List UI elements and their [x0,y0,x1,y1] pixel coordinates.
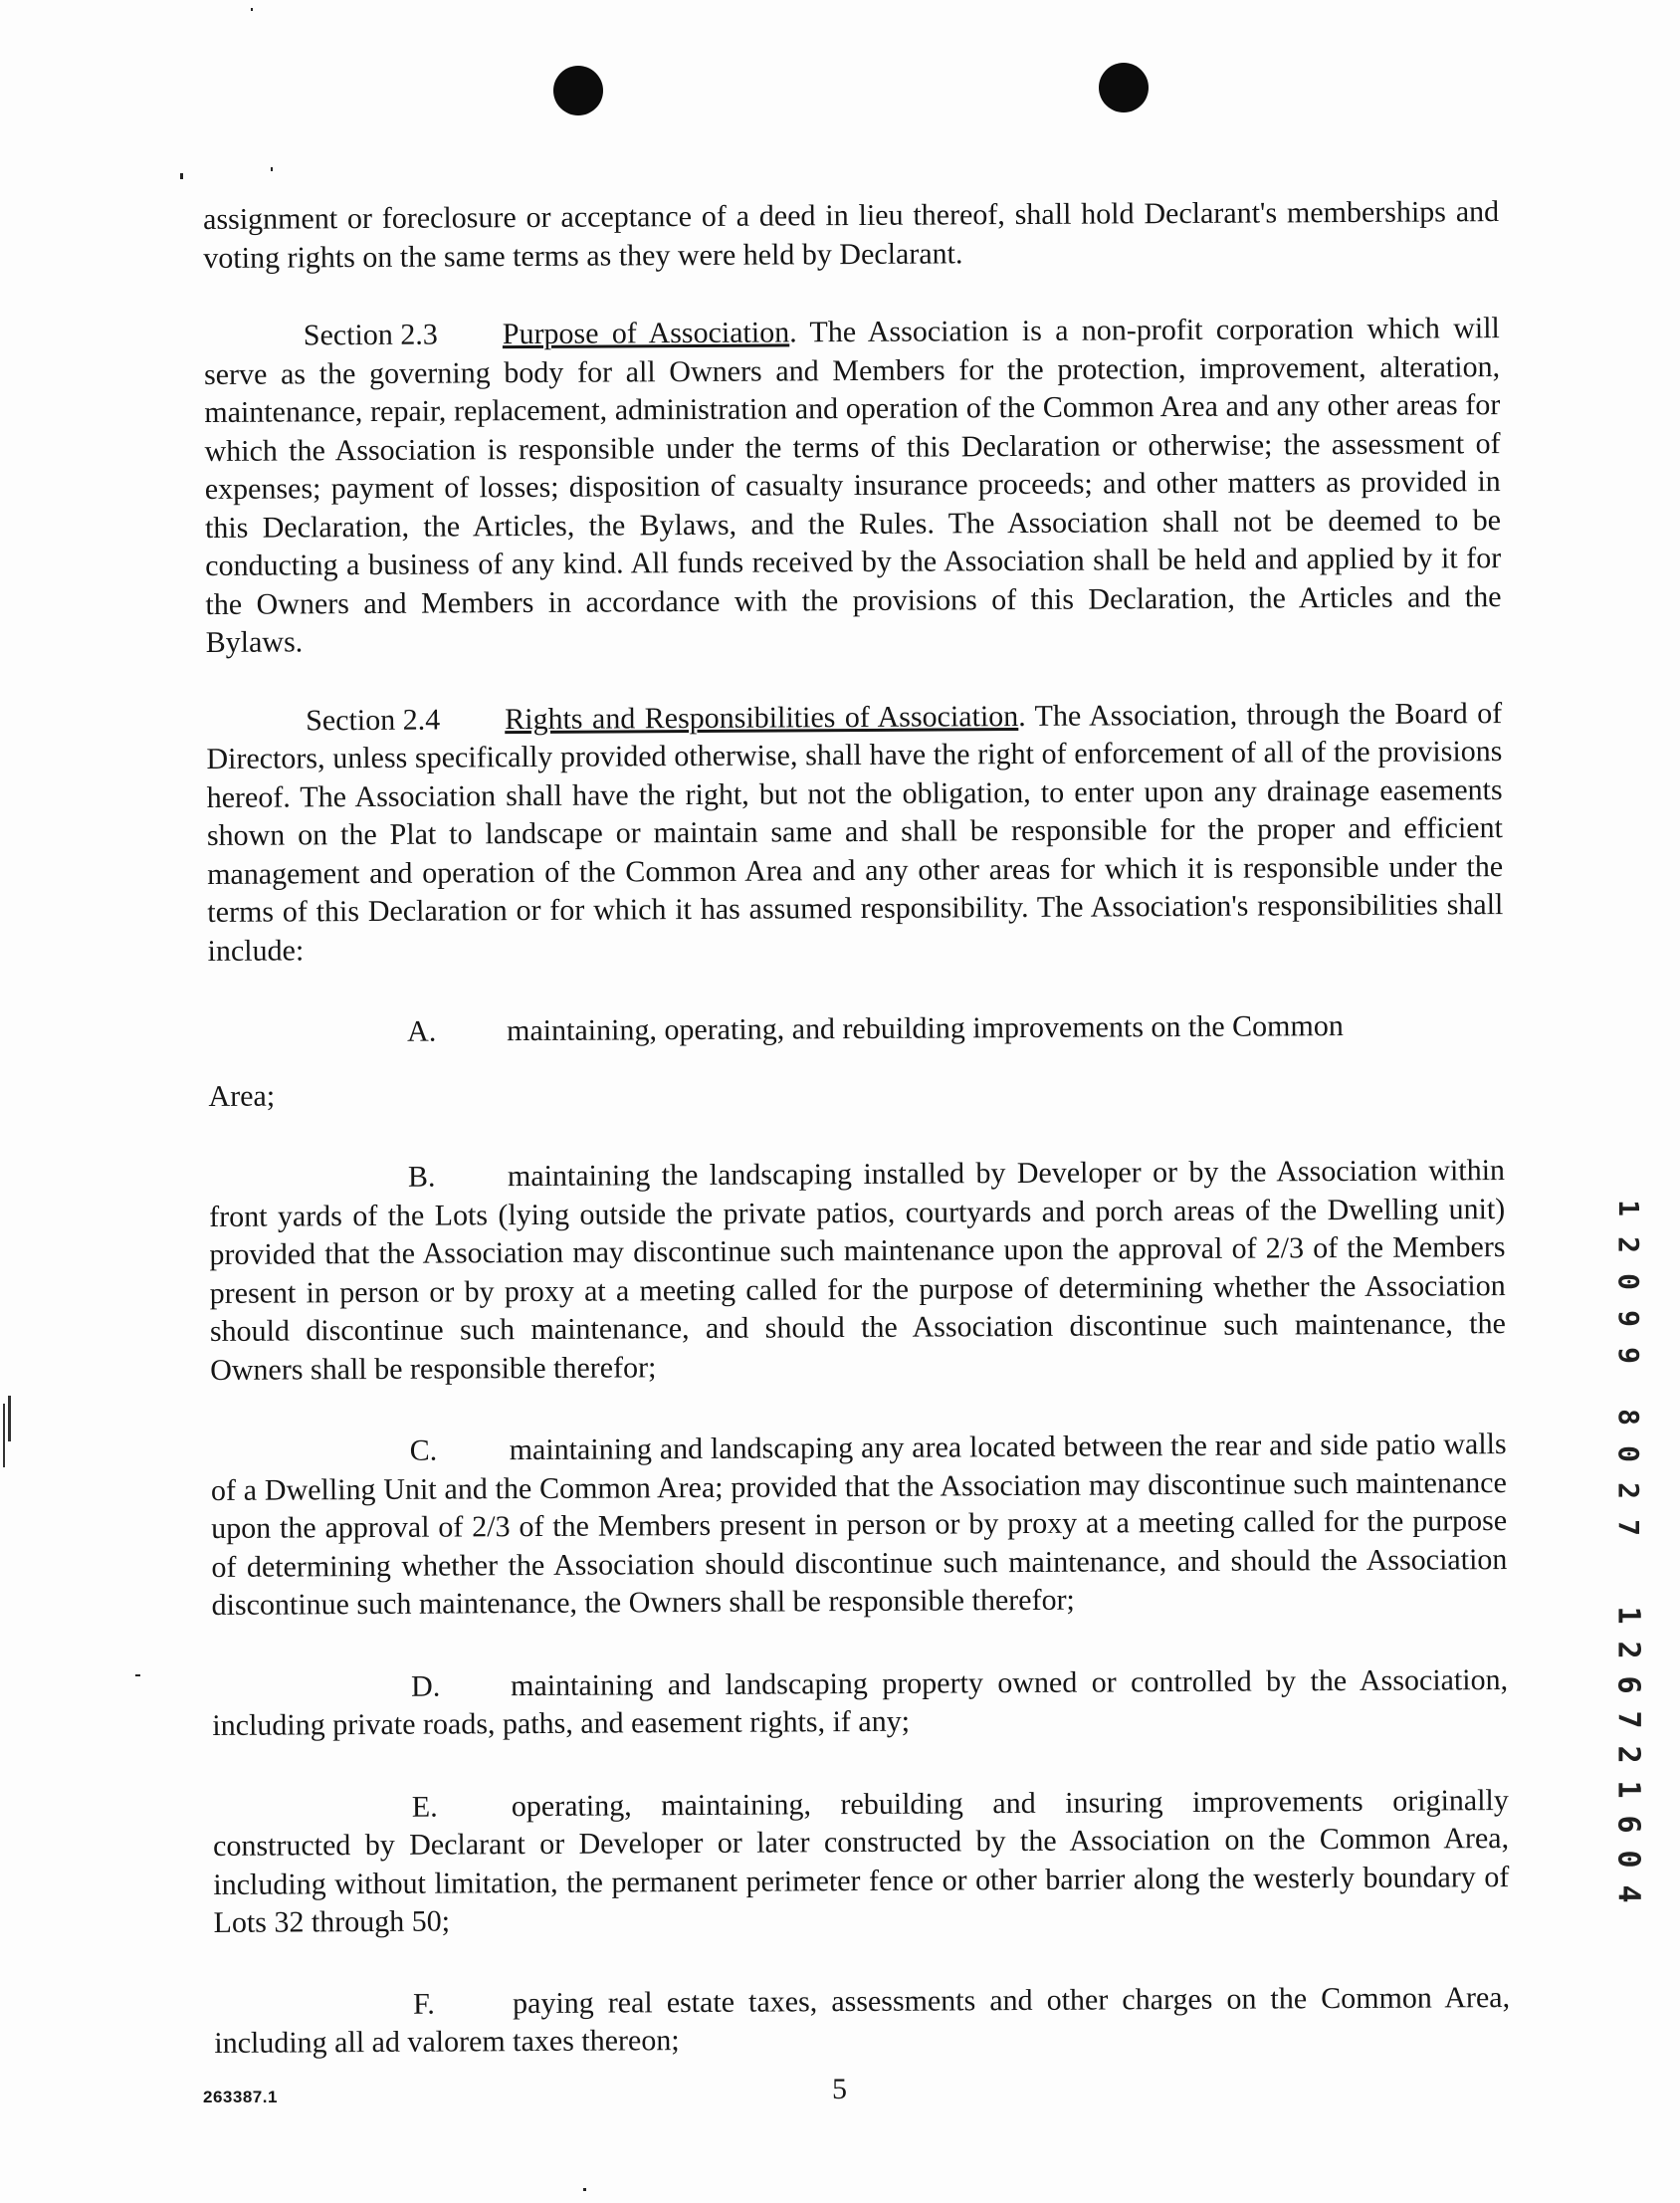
document-id: 263387.1 [203,2088,278,2106]
margin-digit: 9 [1611,1310,1645,1327]
margin-digit: 0 [1611,1273,1645,1290]
list-item-letter: D. [411,1669,441,1703]
list-item-text: maintaining, operating, and rebuilding improvements on the Common [506,1009,1344,1048]
scan-speck [251,8,253,11]
margin-mark-left [3,1404,5,1467]
list-item-text: maintaining and landscaping any area located between the rear and side patio walls of a Dwelling Unit and the Common Area; provided that the Association may discontinue such maintenance upon the approval of 2/3 of the Members present in person or by proxy at a meeting called for the purpose of determining whether the Association should discontinue such maintenance, and should the Association discontinue such maintenance, the Owners shall be responsible therefor; [210,1428,1508,1622]
margin-digit: 7 [1611,1519,1645,1536]
list-item-text: operating, maintaining, rebuilding and insuring improvements originally constructed by Declarant or Developer or later constructed by the Association on the Common Area, including without limitation, the permanent perimeter fence or other barrier along the westerly boundary of Lots 32 through 50; [212,1783,1510,1939]
list-item-letter: F. [412,1987,435,2021]
margin-digit: 1 [1611,1200,1645,1216]
document-body [203,193,1510,2063]
section-body: . The Association, through the Board of Directors, unless specifically provided otherwise, shall have the right of enforcement of all of the provisions hereof. The Association shall have the right, but not the obligation, to enter upon any drainage easements shown on the Plat to landscape or maintain same and shall be responsible for the proper and efficient management and operation of the Common Area and any other areas for which it is responsible under the terms of this Declaration or for which it has assumed responsibility. The Association's responsibilities shall include: [206,696,1504,968]
list-item-letter: A. [406,1014,437,1048]
list-item-letter: C. [409,1433,438,1467]
margin-digit: 1 [1610,1606,1646,1625]
margin-digit: 1 [1610,1780,1646,1799]
list-item-letter: B. [407,1160,436,1194]
margin-digit: 0 [1610,1850,1646,1869]
margin-digit: 0 [1611,1445,1645,1462]
punch-hole-right [1099,63,1149,112]
margin-digit: 9 [1611,1347,1645,1364]
intro-continuation: assignment or foreclosure or acceptance of a deed in lieu thereof, shall hold Declarant's memberships and voting rights on the same terms as they were held by Declarant. [203,195,1500,275]
list-item-text: paying real estate taxes, assessments and other charges on the Common Area, including all ad valorem taxes thereon; [214,1980,1511,2060]
list-item-text: maintaining and landscaping property owned or controlled by the Association, including private roads, paths, and easement rights, if any; [212,1662,1509,1742]
margin-digit: 6 [1610,1815,1646,1834]
margin-digit: 2 [1611,1236,1645,1253]
margin-digit: 2 [1610,1745,1646,1764]
margin-recording-number-1 [1611,1190,1645,1374]
margin-digit: 8 [1611,1409,1645,1426]
margin-digit: 2 [1610,1641,1646,1659]
margin-recording-number-3 [1610,1598,1646,1911]
section-number: Section 2.3 [303,318,438,352]
scan-speck [583,2188,586,2191]
section-body: . The Association is a non-profit corporation which will serve as the governing body for all Owners and Members for the protection, improvement, alteration, maintenance, repair, replacement, administration and operation of the Common Area and any other areas for which the Association is responsible under the terms of this Declaration or otherwise; the assessment of expenses; payment of losses; disposition of casualty insurance proceeds; and other matters as provided in this Declaration, the Articles, the Bylaws, and the Rules. The Association shall not be deemed to be conducting a business of any kind. All funds received by the Association shall be held and applied by it for the Owners and Members in accordance with the provisions of this Declaration, the Articles and the Bylaws. [203,312,1502,659]
margin-mark-left [8,1396,11,1441]
list-item-f [214,1979,1510,2064]
list-item-a [208,1006,1505,1116]
list-item-d [212,1661,1508,1746]
section-2-4 [206,695,1504,971]
list-item-b [209,1152,1506,1390]
scan-speck [135,1674,140,1676]
margin-recording-number-2 [1611,1399,1645,1546]
section-title: Purpose of Association [502,316,790,351]
list-item-letter: E. [411,1790,438,1824]
punch-hole-left [553,66,603,115]
page-number: 5 [832,2073,847,2105]
list-item-tail: Area; [208,1079,276,1113]
margin-digit: 6 [1610,1675,1646,1694]
paragraph-indent [204,344,304,345]
scan-speck [271,167,273,171]
section-title: Rights and Responsibilities of Association [505,699,1019,736]
margin-digit: 7 [1610,1710,1646,1729]
section-2-3 [204,310,1502,662]
margin-digit: 4 [1610,1884,1646,1903]
scan-speck [180,173,183,179]
section-number: Section 2.4 [306,703,441,737]
paragraph-indent [206,730,306,731]
margin-digit: 2 [1611,1482,1645,1499]
list-item-e [213,1782,1510,1943]
list-item-c [211,1426,1508,1625]
list-item-text: maintaining the landscaping installed by Developer or by the Association within front yards of the Lots (lying outside the private patios, courtyards and porch areas of the Dwelling unit) provided that the Association may discontinue such maintenance upon the approval of 2/3 of the Members present in person or by proxy at a meeting called for the purpose of determining whether the Association should discontinue such maintenance, and should the Association discontinue such maintenance, the Owners shall be responsible therefor; [209,1154,1507,1387]
